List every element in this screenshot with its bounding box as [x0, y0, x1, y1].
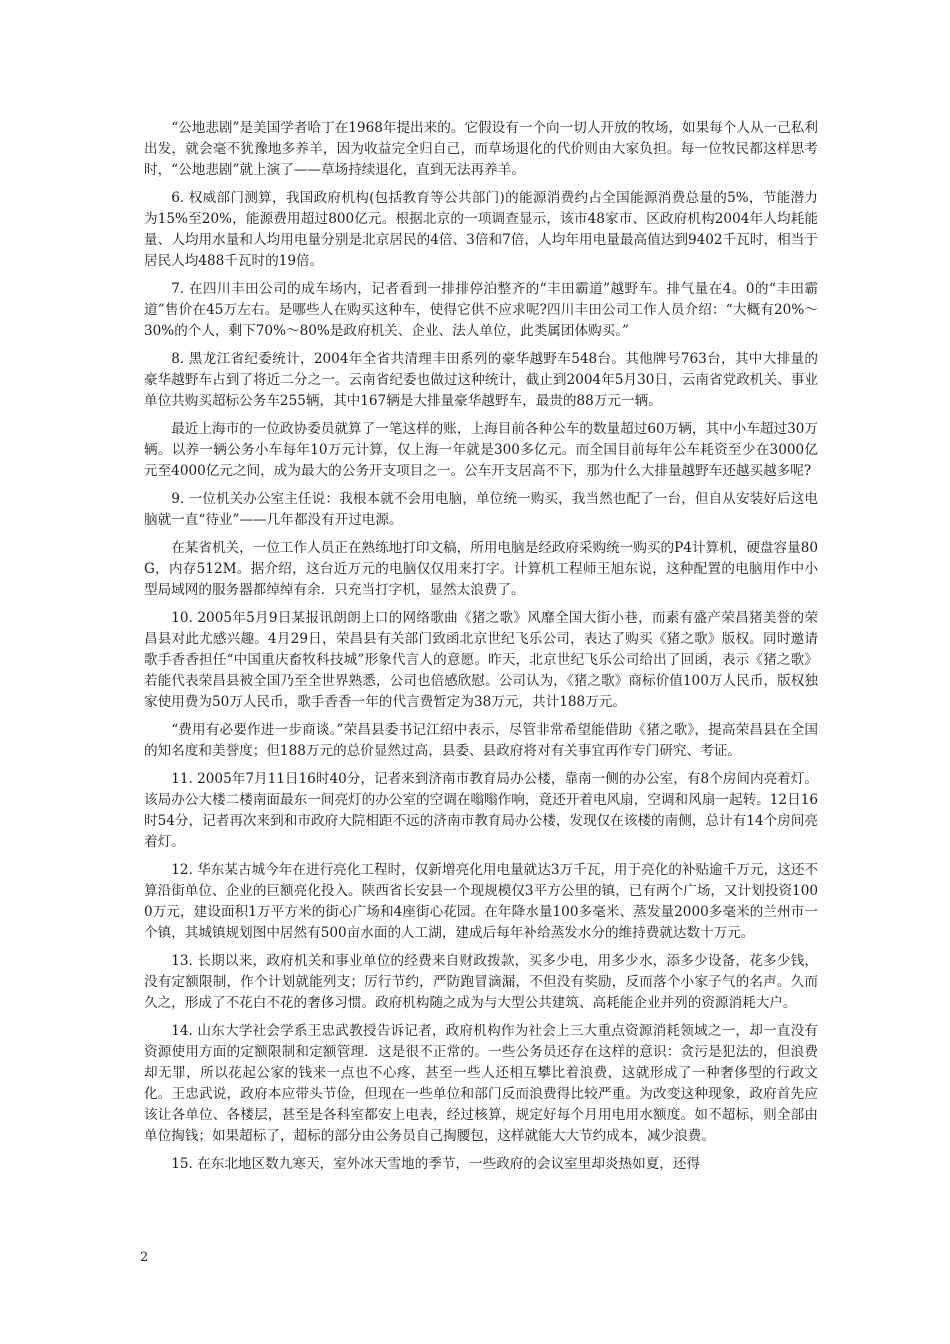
- paragraph-7: 7. 在四川丰田公司的成车场内，记者看到一排排停泊整齐的“丰田霸道”越野车。排气量在4。0的“丰田霸道”售价在45万左右。是哪些人在购买这种车，使得它供不应求呢?四川丰田公司工作人员介绍：“大概有20%～30%的个人，剩下70%～80%是政府机关、企业、法人单位，此类属团体购买。”: [144, 281, 818, 339]
- page-number: 2: [140, 1250, 149, 1265]
- paragraph-10-continued: “费用有必要作进一步商谈。”荣昌县委书记江绍中表示，尽管非常希望能借助《猪之歌》，提高荣昌县在全国的知名度和美誉度；但188万元的总价显然过高，县委、县政府将对有关事宜再作专门研究、考证。: [144, 722, 818, 759]
- paragraph-8: 8. 黑龙江省纪委统计，2004年全省共清理丰田系列的豪华越野车548台。其他牌号763台，其中大排量的豪华越野车占到了将近二分之一。云南省纪委也做过这种统计，截止到2004年5月30日，云南省党政机关、事业单位共购买超标公务车255辆，其中167辆是大排量豪华越野车，最贵的88万元一辆。: [144, 351, 818, 409]
- paragraph-11: 11. 2005年7月11日16时40分，记者来到济南市教育局办公楼，靠南一侧的办公室，有8个房间内亮着灯。该局办公大楼二楼南面最东一间亮灯的办公室的空调在嗡嗡作响，竟还开着电风扇，空调和风扇一起转。12日16时54分，记者再次来到和市政府大院相距不远的济南市教育局办公楼，发现仅在该楼的南侧，总计有14个房间亮着灯。: [144, 771, 818, 850]
- paragraph-9: 9. 一位机关办公室主任说：我根本就不会用电脑，单位统一购买，我当然也配了一台，但自从安装好后这电脑就一直“待业”——几年都没有开过电源。: [144, 491, 818, 528]
- paragraph-13: 13. 长期以来，政府机关和事业单位的经费来自财政拨款，买多少电，用多少水，添多少设备，花多少钱，没有定额限制，作个计划就能列支；厉行节约，严防跑冒滴漏，不但没有奖励，反而落个小家子气的名声。久而久之，形成了不花白不花的奢侈习惯。政府机构随之成为与大型公共建筑、高耗能企业并列的资源消耗大户。: [144, 953, 818, 1011]
- paragraph-intro: “公地悲剧”是美国学者哈丁在1968年提出来的。它假设有一个向一切人开放的牧场，如果每个人从一己私利出发，就会毫不犹豫地多养羊，因为收益完全归自己，而草场退化的代价则由大家负担。每一位牧民都这样思考时，“公地悲剧”就上演了——草场持续退化，直到无法再养羊。: [144, 120, 818, 178]
- paragraph-9-continued: 在某省机关，一位工作人员正在熟练地打印文稿，所用电脑是经政府采购统一购买的P4计算机，硬盘容量80G，内存512M。据介绍，这台近万元的电脑仅仅用来打字。计算机工程师王旭东说，这种配置的电脑用作中小型局域网的服务器都绰绰有余．只充当打字机，显然太浪费了。: [144, 540, 818, 598]
- paragraph-6: 6. 权威部门测算，我国政府机构(包括教育等公共部门)的能源消费约占全国能源消费总量的5%，节能潜力为15%至20%，能源费用超过800亿元。根据北京的一项调查显示，该市48家市、区政府机构2004年人均耗能量、人均用水量和人均用电量分别是北京居民的4倍、3倍和7倍，人均年用电量最高值达到9402千瓦时，相当于居民人均488千瓦时的19倍。: [144, 190, 818, 269]
- paragraph-14: 14. 山东大学社会学系王忠武教授告诉记者，政府机构作为社会上三大重点资源消耗领域之一，却一直没有资源使用方面的定额限制和定额管理．这是很不正常的。一些公务员还存在这样的意识：贪污是犯法的，但浪费却无罪，所以花起公家的钱来一点也不心疼，甚至一些人还相互攀比着浪费，这就形成了一种奢侈型的行政文化。王忠武说，政府本应带头节俭，但现在一些单位和部门反而浪费得比较严重。为改变这种现象，政府首先应该让各单位、各楼层，甚至是各科室都安上电表，经过核算，规定好每个月用电用水额度。如不超标，则全部由单位掏钱；如果超标了，超标的部分由公务员自己掏腰包，这样就能大大节约成本，减少浪费。: [144, 1023, 818, 1144]
- paragraph-10: 10. 2005年5月9日某报讯朗朗上口的网络歌曲《猪之歌》风靡全国大街小巷，而素有盛产荣昌猪美誉的荣昌县对此尤感兴趣。4月29日，荣昌县有关部门致函北京世纪飞乐公司，表达了购买《猪之歌》版权。同时邀请歌手香香担任“中国重庆畜牧科技城”形象代言人的意愿。昨天，北京世纪飞乐公司给出了回函，表示《猪之歌》若能代表荣昌县被全国乃至全世界熟悉，公司也倍感欣慰。公司认为，《猪之歌》商标价值100万人民币，版权独家使用费为50万人民币，歌手香香一年的代言费暂定为38万元，共计188万元。: [144, 610, 818, 710]
- paragraph-12: 12. 华东某古城今年在进行亮化工程时，仅新增亮化用电量就达3万千瓦，用于亮化的补贴逾千万元，这还不算沿街单位、企业的巨额亮化投入。陕西省长安县一个现规模仅3平方公里的镇，已有两个广场，又计划投资1000万元，建设面积1万平方米的街心广场和4座街心花园。在年降水量100多毫米、蒸发量2000多毫米的兰州市一个镇，其城镇规划图中居然有500亩水面的人工湖，建成后每年补给蒸发水分的维持费就达数十万元。: [144, 862, 818, 941]
- body-text: [144, 118, 818, 1182]
- paragraph-8-continued: 最近上海市的一位政协委员就算了一笔这样的账，上海目前各种公车的数量超过60万辆，其中小车超过30万辆。以养一辆公务小车每年10万元计算，仅上海一年就是300多亿元。而全国目前每年公车耗资至少在3000亿元至4000亿元之间，成为最大的公务开支项目之一。公车开支居高不下，那为什么大排量越野车还越买越多呢?: [144, 421, 818, 479]
- paragraph-15: 15. 在东北地区数九寒天，室外冰天雪地的季节，一些政府的会议室里却炎热如夏，还得: [171, 1156, 701, 1172]
